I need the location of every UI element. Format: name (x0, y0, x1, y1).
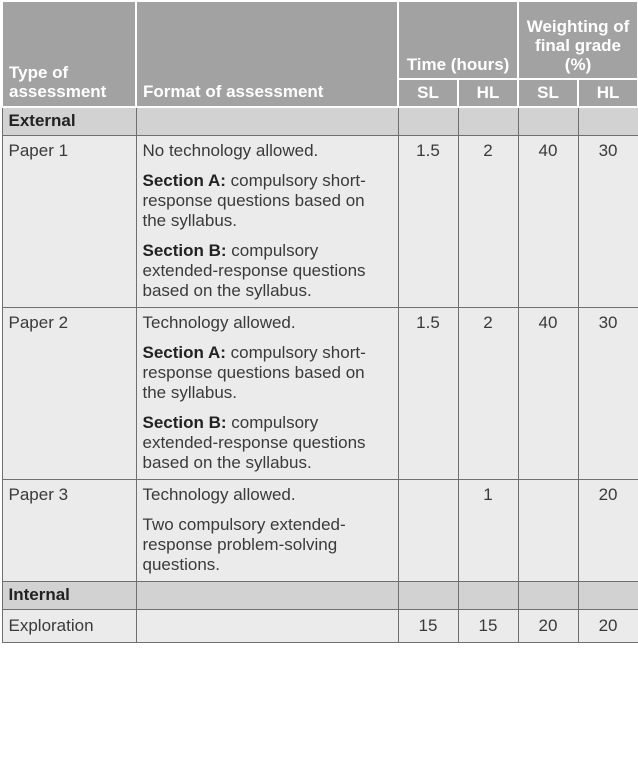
paper-1-time-hl: 2 (458, 135, 518, 307)
paper-3-weight-sl (518, 479, 578, 581)
paper-3-time-sl (398, 479, 458, 581)
paper-1-section-b-text: compulsory extended-response questions based on the syllabus. (142, 240, 366, 300)
section-row-internal (2, 581, 638, 609)
paper-3-format (136, 479, 398, 581)
table-row-paper-2 (2, 307, 638, 479)
table-row-paper-3 (2, 479, 638, 581)
paper-2-weight-hl: 30 (578, 307, 638, 479)
section-label-internal: Internal (2, 581, 136, 609)
paper-1-weight-sl: 40 (518, 135, 578, 307)
header-time: Time (hours) (398, 1, 518, 79)
paper-2-section-a-text: compulsory short-response questions based on the syllabus. (142, 342, 366, 402)
paper-3-intro: Technology allowed. (142, 484, 296, 504)
header-weight-sl: SL (518, 79, 578, 107)
table-row-exploration (2, 609, 638, 642)
paper-2-section-b-text: compulsory extended-response questions based on the syllabus. (142, 412, 366, 472)
header-time-sl: SL (398, 79, 458, 107)
paper-3-weight-hl: 20 (578, 479, 638, 581)
paper-3-type: Paper 3 (2, 479, 136, 581)
paper-3-detail: Two compulsory extended-response problem-solving questions. (142, 514, 346, 574)
header-row (2, 1, 638, 79)
paper-2-section-a (143, 343, 392, 403)
paper-1-format (136, 135, 398, 307)
section-label-external: External (2, 107, 136, 135)
table-row-paper-1 (2, 135, 638, 307)
paper-2-weight-sl: 40 (518, 307, 578, 479)
paper-1-weight-hl: 30 (578, 135, 638, 307)
assessment-table (1, 0, 638, 643)
paper-2-intro: Technology allowed. (142, 312, 296, 332)
paper-2-section-b (143, 413, 392, 473)
exploration-format (136, 609, 398, 642)
paper-1-time-sl: 1.5 (398, 135, 458, 307)
paper-2-type: Paper 2 (2, 307, 136, 479)
header-type: Type of assessment (2, 1, 136, 107)
paper-1-section-a-text: compulsory short-response questions based on the syllabus. (142, 170, 366, 230)
section-row-external (2, 107, 638, 135)
paper-1-section-a (143, 171, 392, 231)
paper-1-intro: No technology allowed. (142, 140, 319, 160)
paper-2-format (136, 307, 398, 479)
paper-1-type: Paper 1 (2, 135, 136, 307)
exploration-weight-sl: 20 (518, 609, 578, 642)
paper-2-time-sl: 1.5 (398, 307, 458, 479)
exploration-type: Exploration (2, 609, 136, 642)
paper-1-section-b-label: Section B: (142, 240, 227, 260)
paper-3-time-hl: 1 (458, 479, 518, 581)
header-weighting: Weighting of final grade (%) (518, 1, 638, 79)
exploration-time-hl: 15 (458, 609, 518, 642)
exploration-time-sl: 15 (398, 609, 458, 642)
header-weight-hl: HL (578, 79, 638, 107)
header-format: Format of assessment (136, 1, 398, 107)
exploration-weight-hl: 20 (578, 609, 638, 642)
paper-1-section-b (143, 241, 392, 301)
header-time-hl: HL (458, 79, 518, 107)
paper-2-section-b-label: Section B: (142, 412, 227, 432)
paper-2-time-hl: 2 (458, 307, 518, 479)
paper-1-section-a-label: Section A: (142, 170, 226, 190)
paper-2-section-a-label: Section A: (142, 342, 226, 362)
